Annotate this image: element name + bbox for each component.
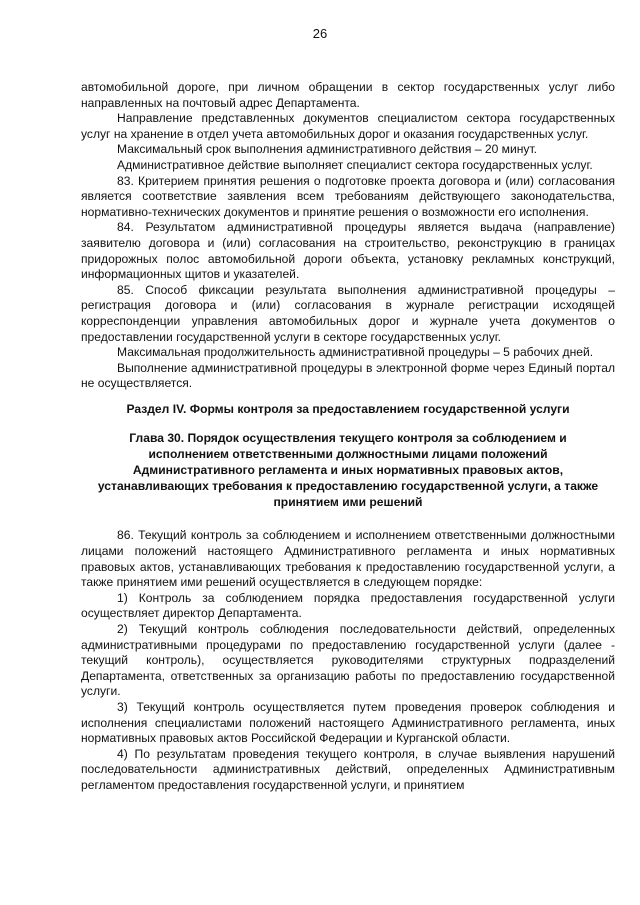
- paragraph-continuation: автомобильной дороге, при личном обращении в сектор государственных услуг либо направленных на почтовый адрес Департамента.: [81, 80, 615, 110]
- chapter-heading: Глава 30. Порядок осуществления текущего контроля за соблюдением и исполнением ответственными должностными лицами положений Административного регламента и иных нормативных правовых актов, устанавливающих требования к предоставлению государственной услуги, а также принятием ими решений: [97, 431, 599, 509]
- paragraph-86: 86. Текущий контроль за соблюдением и исполнением ответственными должностными лицами положений настоящего Административного регламента и иных нормативных правовых актов, устанавливающих требования к предоставлению государственной услуги, а также принятием ими решений осуществляется в следующем порядке:: [81, 528, 615, 590]
- paragraph-86-item-4: 4) По результатам проведения текущего контроля, в случае выявления нарушений последовательности административных действий, определенных Административным регламентом предоставления государственной услуги, и принятием: [81, 746, 615, 792]
- paragraph-performer: Административное действие выполняет специалист сектора государственных услуг.: [117, 157, 593, 172]
- paragraph-electronic-form: Выполнение административной процедуры в электронной форме через Единый портал не осуществляется.: [81, 360, 615, 391]
- spacer: [81, 510, 615, 528]
- section-heading: Раздел IV. Формы контроля за предоставлением государственной услуги: [126, 401, 570, 416]
- paragraph-84: 84. Результатом административной процедуры является выдача (направление) заявителю договора и (или) согласования на строительство, реконструкцию в границах придорожных полос автомобильной дороги объекта, установку рекламных конструкций, информационных щитов и указателей.: [81, 220, 615, 282]
- paragraph-85: 85. Способ фиксации результата выполнения административной процедуры – регистрация договора и (или) согласования в журнале регистрации исходящей корреспонденции управления автомобильных дорог и журнале учета документов о предоставлении государственной услуги в секторе государственных услуг.: [81, 282, 615, 344]
- paragraph-max-time: Максимальный срок выполнения административного действия – 20 минут.: [117, 142, 538, 157]
- paragraph-86-item-2: 2) Текущий контроль соблюдения последовательности действий, определенных административными процедурами по предоставлению государственной услуги (далее - текущий контроль), осуществляется руководителями структурных подразделений Департамента, ответственных за организацию работы по предоставлению государственной услуги.: [81, 622, 615, 699]
- document-body: [81, 80, 615, 794]
- page-number: 26: [312, 26, 328, 41]
- paragraph-83: 83. Критерием принятия решения о подготовке проекта договора и (или) согласования является соответствие заявления всем требованиям действующего законодательства, нормативно-технических документов и принятие решения о возможности его исполнения.: [81, 173, 615, 219]
- paragraph-document-routing: Направление представленных документов специалистом сектора государственных услуг на хранение в отдел учета автомобильных дорог и оказания государственных услуг.: [81, 111, 615, 141]
- paragraph-86-item-3: 3) Текущий контроль осуществляется путем проведения проверок соблюдения и исполнения специалистами положений настоящего Административного регламента, иных нормативных правовых актов Российской Федерации и Курганской области.: [81, 699, 615, 746]
- paragraph-86-item-1: 1) Контроль за соблюдением порядка предоставления государственной услуги осуществляет директор Департамента.: [81, 590, 615, 621]
- paragraph-max-duration: Максимальная продолжительность административной процедуры – 5 рабочих дней.: [117, 345, 594, 360]
